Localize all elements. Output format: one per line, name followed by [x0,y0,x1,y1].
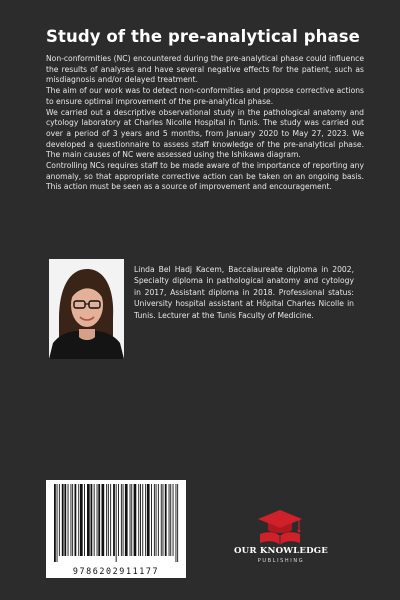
barcode-bar [177,484,178,562]
barcode-bar [170,484,171,556]
barcode-bar [57,484,58,562]
barcode-bar [154,484,155,556]
barcode-bar [118,484,119,556]
barcode-bar [84,484,85,556]
author-bio: Linda Bel Hadj Kacem, Baccalaureate diploma in 2002, Specialty diploma in pathological anatomy and cytology in 2017, Assistant diploma in 2018. Professional status: University hospital assistant at Hôpital Charles Nicolle in Tunis. Lecturer at the Tunis Faculty of Medicine. [134,265,354,320]
book-title: Study of the pre-analytical phase [46,27,360,46]
barcode-bar [94,484,95,556]
isbn-number: 9786202911177 [72,566,160,576]
barcode-bar [125,484,128,556]
publisher-name: OUR KNOWLEDGE [233,546,329,556]
publisher-subtitle: PUBLISHING [257,558,305,564]
blurb-paragraph: The aim of our work was to detect non-conformities and propose corrective actions to ensure optimal improvement of the pre-analytical phase. [46,86,364,106]
barcode-bar [130,484,131,556]
barcode-bar [75,484,77,556]
barcode-bar [161,484,162,556]
barcode-bar [121,484,122,556]
barcode-bar [123,484,124,556]
barcode-bar [163,484,164,556]
barcode-bar [78,484,79,556]
barcode-bar [87,484,90,556]
blurb-paragraph: Controlling NCs requires staff to be made aware of the importance of reporting any anomaly, so that appropriate corrective action can be taken on an ongoing basis. This action must be seen as a source of improvement and encouragement. [46,161,364,192]
barcode-bar [134,484,137,556]
barcode-bar [91,484,93,556]
barcode-bar [176,484,177,562]
barcode-bar [71,484,72,556]
barcode-bar [173,484,174,556]
barcode-bar [140,484,141,556]
barcode-bar [72,484,73,556]
blurb-text [46,54,364,193]
barcode-bar [102,484,105,556]
barcode-bar [64,484,66,556]
barcode-bar [138,484,139,556]
barcode-bar [110,484,111,556]
barcode-bar [108,484,109,556]
blurb-paragraph: We carried out a descriptive observational study in the pathological anatomy and cytology laboratory at Charles Nicolle Hospital in Tunis. The study was carried out over a period of 3 years and 5 months, from January 2020 to May 27, 2023. We developed a questionnaire to assess staff knowledge of the pre-analytical phase. The main causes of NC were assessed using the Ishikawa diagram. [46,107,364,160]
barcode-bar [98,484,100,556]
barcode-bar [145,484,146,556]
barcode-bar [116,484,117,562]
barcode-bar [131,484,132,556]
barcode-bar [68,484,69,556]
isbn-barcode [46,480,186,578]
barcode-bar [142,484,143,556]
barcode-bar [169,484,170,556]
barcode-bar [147,484,150,556]
barcode-bar [59,484,60,556]
barcode-bar [80,484,83,556]
barcode-bar [62,484,64,556]
author-photo [49,259,124,359]
barcode-bar [106,484,107,556]
barcode-bar [113,484,115,556]
barcode-bar [97,484,98,556]
barcode-bar [165,484,167,556]
barcode-bar [151,484,152,556]
barcode-bar [158,484,159,556]
graduation-cap-book-icon [255,508,305,546]
blurb-paragraph: Non-conformities (NC) encountered during the pre-analytical phase could influence the results of analyses and have several negative effects for the patient, such as misdiagnosis and/or delayed treatment. [46,54,364,85]
barcode-bar [54,484,56,562]
barcode-bar [156,484,157,556]
